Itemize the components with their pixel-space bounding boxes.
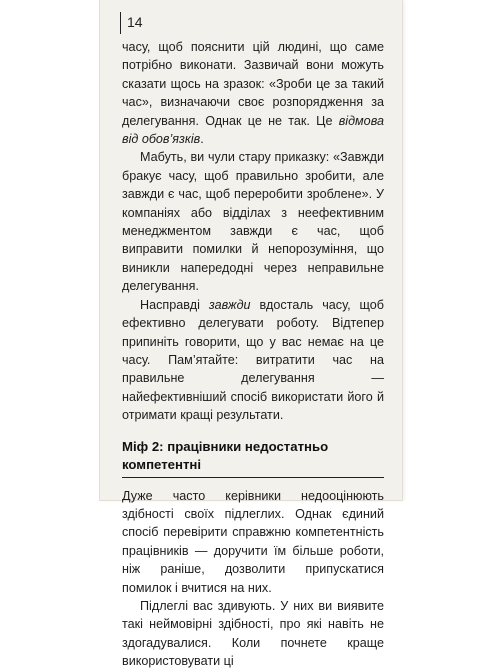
page-body (122, 38, 384, 671)
paragraph-3-italic: завжди (208, 297, 251, 312)
paragraph-4 (122, 487, 384, 597)
paragraph-1-text-a: часу, щоб пояснити цій людині, що саме потрібно виконати. Зазвичай вони можуть сказати щось на зразок: «Зроби це за такий час», визначаючи своє розпорядження за делегування. Однак це не так. Це (122, 40, 384, 128)
paragraph-2-text: Мабуть, ви чули стару приказку: «Завжди бракує часу, щоб правильно зробити, але завжди є час, щоб переробити зроблене». У компаніях або відділах з неефективним менеджментом завжди є час, щоб виправити помилки й непорозуміння, що виникли напередодні через неправильне делегування. (122, 150, 384, 294)
paragraph-5-text: Підлеглі вас здивують. У них ви виявите такі неймовірні здібності, про які навіть не здогадувалися. Коли почнете краще використовувати ці (122, 598, 384, 669)
paragraph-4-text: Дуже часто керівники недооцінюють здібності своїх підлеглих. Однак єдиний спосіб перевірити справжню компетентність працівників — доручити їм більше роботи, ніж раніше, дозволити припускатися помилок і вчитися на них. (122, 488, 384, 595)
paragraph-3-text-b: вдосталь часу, щоб ефективно делегувати роботу. Відтепер припиніть говорити, що у вас немає на це часу. Пам’ятайте: витратити час на правильне делегування — найефективніший спосіб використати його й отримати кращі результати. (122, 297, 384, 423)
paragraph-1 (122, 38, 384, 148)
paragraph-3 (122, 296, 384, 425)
header-rule (120, 12, 121, 34)
paragraph-1-italic: відмова від обов’язків (122, 113, 384, 147)
paragraph-5 (122, 597, 384, 671)
section-heading: Міф 2: працівники недостатньо компетентні (122, 438, 384, 478)
paragraph-3-text-a: Насправді (140, 297, 209, 312)
page-number: 14 (127, 14, 143, 30)
book-page (100, 0, 402, 669)
paragraph-1-text-b: . (200, 132, 204, 147)
paragraph-2 (122, 148, 384, 295)
